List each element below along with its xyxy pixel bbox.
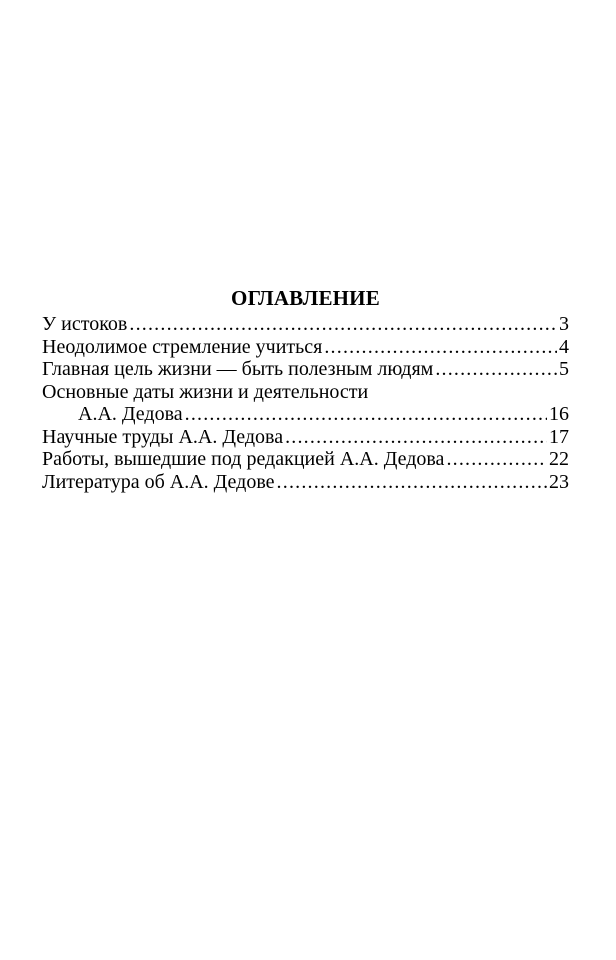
toc-leader-dots <box>446 448 547 471</box>
toc-list <box>42 313 569 493</box>
toc-entry-page: 3 <box>559 313 569 335</box>
toc-leader-dots <box>435 358 557 381</box>
table-of-contents <box>42 286 569 493</box>
toc-leader-dots <box>185 403 547 426</box>
toc-entry-page: 17 <box>549 425 569 448</box>
toc-entry-heading <box>42 381 569 404</box>
toc-entry-continuation <box>42 403 569 426</box>
toc-entry <box>42 313 569 336</box>
toc-entry-text: Научные труды А.А. Дедова <box>42 425 284 448</box>
toc-entry-text: Литература об А.А. Дедове <box>42 470 275 493</box>
toc-title: ОГЛАВЛЕНИЕ <box>231 286 380 310</box>
toc-leader-dots <box>277 471 547 494</box>
toc-entry-page: 5 <box>559 358 569 380</box>
toc-entry-page: 22 <box>549 448 569 470</box>
toc-leader-dots <box>129 313 557 336</box>
toc-entry-text: Неодолимое стремление учиться <box>42 335 323 358</box>
toc-entry-text: А.А. Дедова <box>78 403 183 425</box>
toc-entry <box>42 336 569 359</box>
toc-entry-text: Главная цель жизни — быть полезным людям <box>42 358 434 380</box>
toc-entry-page: 16 <box>549 403 569 425</box>
toc-entry <box>42 426 569 449</box>
toc-entry <box>42 358 569 381</box>
toc-entry <box>42 471 569 494</box>
toc-leader-dots <box>285 426 547 449</box>
toc-leader-dots <box>324 336 557 359</box>
toc-entry-page: 23 <box>549 470 569 493</box>
toc-entry <box>42 448 569 471</box>
toc-entry-text: Работы, вышедшие под редакцией А.А. Дедова <box>42 448 445 470</box>
toc-entry-page: 4 <box>559 335 569 358</box>
toc-entry-text: Основные даты жизни и деятельности <box>42 380 369 403</box>
toc-entry-text: У истоков <box>42 313 128 335</box>
